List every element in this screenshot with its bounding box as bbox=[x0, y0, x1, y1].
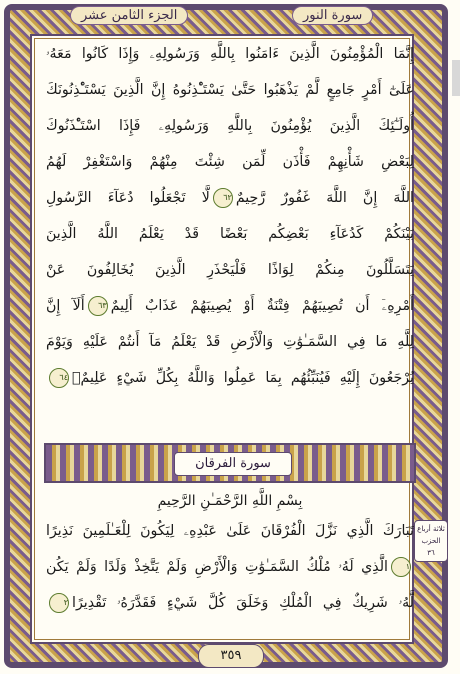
verse-segment: اللَّهَ إِنَّ اللَّهَ غَفُورٌ رَّحِيمٌ bbox=[235, 190, 414, 206]
verse-line: عَلَىٰٓ أَمْرٍ جَامِعٍ لَّمْ يَذْهَبُوا حَتَّىٰ يَسْتَـْٔذِنُوهُ إِنَّ الَّذِينَ يَسْتَـْٔذِنُونَكَ bbox=[46, 82, 414, 98]
juz-header: الجزء الثامن عشر bbox=[70, 6, 188, 25]
ayah-number-marker: ٦٢ bbox=[213, 188, 233, 208]
verse-line: لِبَعْضِ شَأْنِهِمْ فَأْذَن لِّمَن شِئْتَ مِنْهُمْ وَاسْتَغْفِرْ لَهُمُ bbox=[46, 154, 414, 170]
verse-segment: لَّهُۥ شَرِيكٌ فِي الْمُلْكِ وَخَلَقَ كُلَّ شَيْءٍ فَقَدَّرَهُۥ تَقْدِيرًا bbox=[72, 595, 414, 611]
verses-block-2 bbox=[46, 513, 414, 621]
verse-line: لِلَّهِ مَا فِي السَّمَـٰوَٰتِ وَالْأَرْضِ قَدْ يَعْلَمُ مَآ أَنتُمْ عَلَيْهِ وَيَوْمَ bbox=[46, 334, 414, 350]
surah-header: سورة النور bbox=[292, 6, 373, 25]
verse-segment: أَلَآ إِنَّ bbox=[46, 298, 85, 314]
verse-line bbox=[46, 549, 414, 585]
verse-segment: الَّذِي لَهُۥ مُلْكُ السَّمَـٰوَٰتِ وَالْأَرْضِ وَلَمْ يَتَّخِذْ وَلَدًا وَلَمْ يَكُن bbox=[46, 559, 388, 575]
surah-title: سورة الفرقان bbox=[174, 452, 292, 476]
verse-line: يَتَسَلَّلُونَ مِنكُمْ لِوَاذًا فَلْيَحْذَرِ الَّذِينَ يُخَالِفُونَ عَنْ bbox=[46, 262, 414, 278]
verse-line bbox=[46, 360, 414, 396]
verse-line: تَبَارَكَ الَّذِي نَزَّلَ الْفُرْقَانَ عَلَىٰ عَبْدِهِۦ لِيَكُونَ لِلْعَـٰلَمِينَ نَذِيرًا bbox=[46, 523, 414, 539]
page-number: ٣٥٩ bbox=[198, 644, 264, 668]
verse-line bbox=[46, 288, 414, 324]
verse-line bbox=[46, 180, 414, 216]
ayah-number-marker: ٦٤ bbox=[49, 368, 69, 388]
ayah-number-marker: ٢ bbox=[49, 593, 69, 613]
hizb-side-marker bbox=[414, 520, 448, 562]
verse-line bbox=[46, 585, 414, 621]
basmala: بِسْمِ اللَّهِ الرَّحْمَـٰنِ الرَّحِيمِ bbox=[157, 493, 303, 509]
verse-line: أُولَـٰٓئِكَ الَّذِينَ يُؤْمِنُونَ بِاللَّهِ وَرَسُولِهِۦ فَإِذَا اسْتَـْٔذَنُوكَ bbox=[46, 118, 414, 134]
hizb-quarter-label: ثلاثة أرباع bbox=[417, 525, 445, 533]
hizb-label: الحزب bbox=[421, 537, 441, 545]
verse-line: بَيْنَكُمْ كَدُعَآءِ بَعْضِكُم بَعْضًا قَدْ يَعْلَمُ اللَّهُ الَّذِينَ bbox=[46, 226, 414, 242]
hizb-number: ٣٦ bbox=[427, 549, 435, 557]
verse-line: إِنَّمَا الْمُؤْمِنُونَ الَّذِينَ ءَامَنُوا بِاللَّهِ وَرَسُولِهِۦ وَإِذَا كَانُوا مَعَهُۥ bbox=[46, 46, 414, 62]
ayah-number-marker: ٦٣ bbox=[88, 296, 108, 316]
verse-segment: يُرْجَعُونَ إِلَيْهِ فَيُنَبِّئُهُم بِمَا عَمِلُوا وَاللَّهُ بِكُلِّ شَيْءٍ عَلِيمٌۢ bbox=[72, 370, 414, 386]
ayah-number-marker: ١ bbox=[391, 557, 411, 577]
verse-segment: لَّا تَجْعَلُوا دُعَآءَ الرَّسُولِ bbox=[46, 190, 210, 206]
verses-block bbox=[46, 36, 414, 396]
surah-banner bbox=[44, 443, 416, 483]
verse-segment: أَمْرِهِۦٓ أَن تُصِيبَهُمْ فِتْنَةٌ أَوْ يُصِيبَهُمْ عَذَابٌ أَلِيمٌ bbox=[110, 298, 414, 314]
page-edge-tab bbox=[452, 60, 460, 96]
